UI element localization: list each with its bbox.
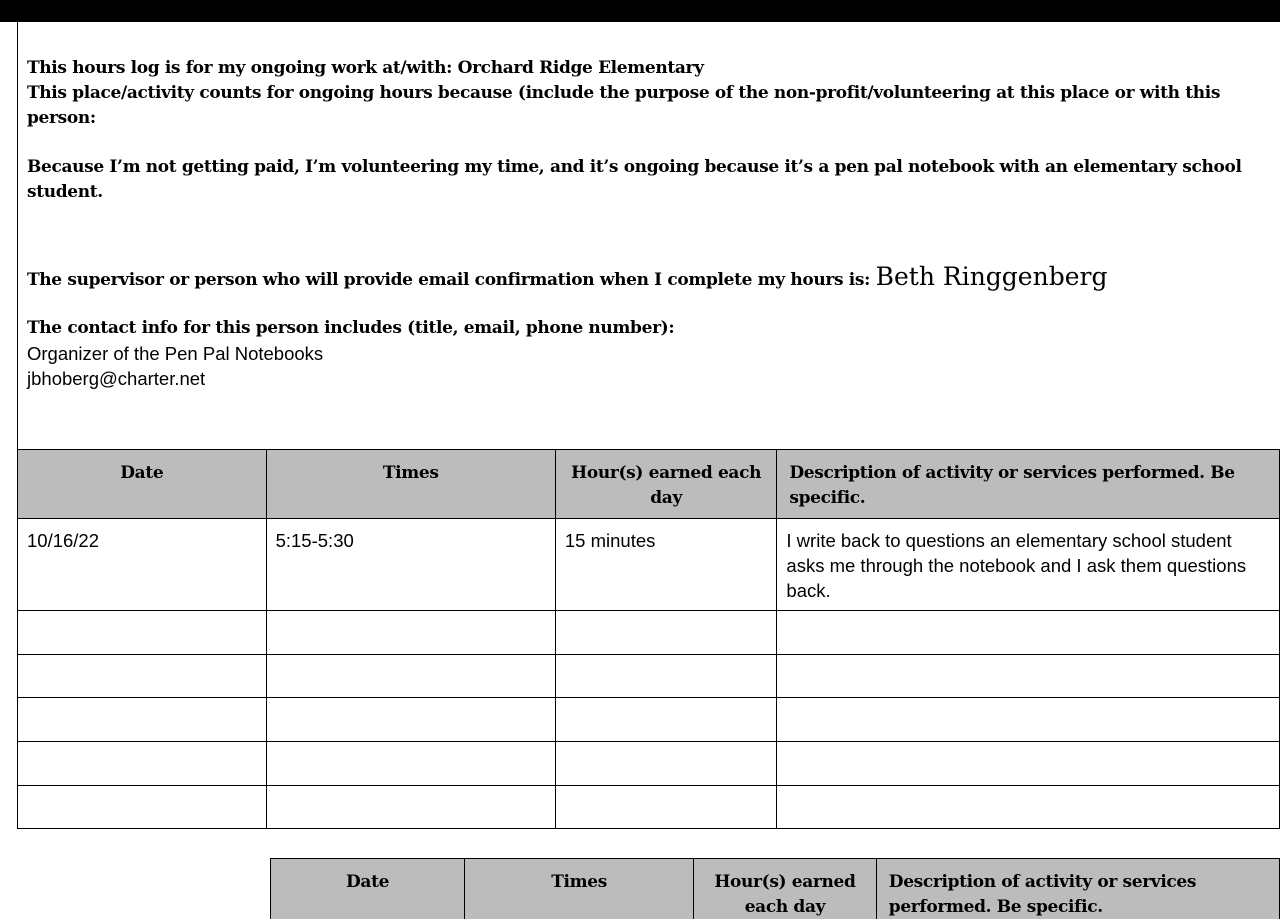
- table-row: [18, 786, 1280, 829]
- cell-times[interactable]: [266, 786, 555, 829]
- cell-description[interactable]: [777, 655, 1280, 698]
- hours-table: [17, 449, 1280, 829]
- col-times-header: Times: [465, 859, 694, 919]
- col-description-header: Description of activity or services performed. Be specific.: [777, 450, 1280, 519]
- cell-times[interactable]: [266, 742, 555, 786]
- cell-times[interactable]: [266, 611, 555, 655]
- table-row: [18, 519, 1280, 611]
- cell-date[interactable]: 10/16/22: [18, 519, 267, 611]
- cell-date[interactable]: [18, 786, 267, 829]
- col-hours-header: Hour(s) earned each day: [555, 450, 777, 519]
- purpose-prompt: This place/activity counts for ongoing hours because (include the purpose of the non-profit/volunteering at this place or with this person:: [27, 83, 1221, 128]
- contact-prompt: The contact info for this person includes (title, email, phone number):: [27, 318, 675, 338]
- cell-hours[interactable]: [555, 655, 777, 698]
- supervisor-prompt: The supervisor or person who will provide email confirmation when I complete my hours is:: [27, 270, 871, 290]
- col-description-header: Description of activity or services performed. Be specific.: [876, 859, 1279, 919]
- table-row: [18, 611, 1280, 655]
- cell-description[interactable]: I write back to questions an elementary school student asks me through the notebook and I ask them questions back.: [777, 519, 1280, 611]
- cell-description[interactable]: [777, 786, 1280, 829]
- cell-times[interactable]: [266, 698, 555, 742]
- cell-description[interactable]: [777, 742, 1280, 786]
- col-date-header: Date: [271, 859, 465, 919]
- cell-hours[interactable]: [555, 611, 777, 655]
- cell-date[interactable]: [18, 655, 267, 698]
- contact-email: jbhoberg@charter.net: [27, 368, 206, 389]
- cell-description[interactable]: [777, 611, 1280, 655]
- purpose-answer: Because I’m not getting paid, I’m volunteering my time, and it’s ongoing because it’s a pen pal notebook with an elementary school student.: [27, 157, 1242, 202]
- table-row: [18, 655, 1280, 698]
- table-row: [18, 698, 1280, 742]
- col-times-header: Times: [266, 450, 555, 519]
- cell-hours[interactable]: 15 minutes: [555, 519, 777, 611]
- cell-times[interactable]: 5:15-5:30: [266, 519, 555, 611]
- cell-date[interactable]: [18, 611, 267, 655]
- table-row: [18, 742, 1280, 786]
- ongoing-work-line: This hours log is for my ongoing work at/with: Orchard Ridge Elementary: [27, 58, 704, 78]
- hours-table-2: [270, 858, 1280, 919]
- contact-title: Organizer of the Pen Pal Notebooks: [27, 343, 324, 364]
- cell-description[interactable]: [777, 698, 1280, 742]
- cell-hours[interactable]: [555, 742, 777, 786]
- supervisor-name: Beth Ringgenberg: [875, 262, 1108, 291]
- cell-date[interactable]: [18, 698, 267, 742]
- cell-hours[interactable]: [555, 698, 777, 742]
- col-date-header: Date: [18, 450, 267, 519]
- cell-date[interactable]: [18, 742, 267, 786]
- cell-times[interactable]: [266, 655, 555, 698]
- table-header-row: [271, 859, 1280, 919]
- table-header-row: [18, 450, 1280, 519]
- cell-hours[interactable]: [555, 786, 777, 829]
- col-hours-header: Hour(s) earned each day: [694, 859, 877, 919]
